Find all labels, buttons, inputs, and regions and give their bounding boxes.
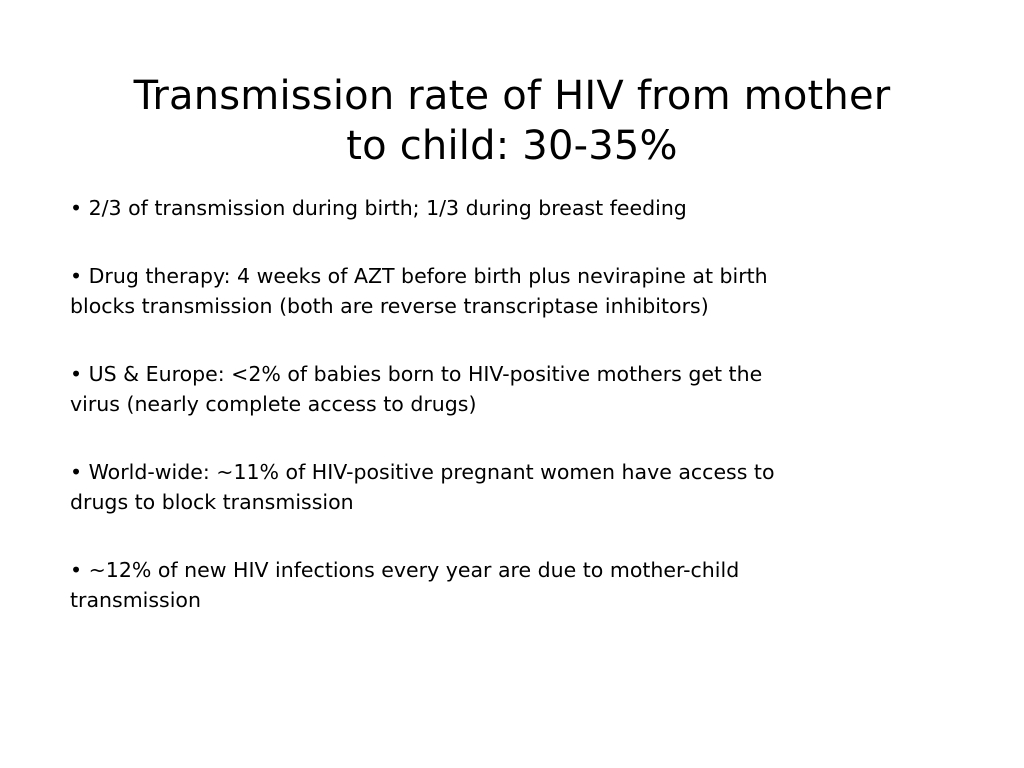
bullet-list (70, 193, 950, 653)
bullet-item-4 (70, 457, 950, 517)
bullet-item-3-line-2: virus (nearly complete access to drugs) (70, 392, 477, 416)
slide-title-line-2: to child: 30-35% (346, 122, 678, 169)
bullet-item-2 (70, 261, 950, 321)
slide-title-line-1: Transmission rate of HIV from mother (133, 72, 891, 119)
bullet-item-5-line-1: • ~12% of new HIV infections every year are due to mother-child (70, 558, 740, 582)
slide-title (60, 71, 964, 171)
bullet-item-1-line-1: • 2/3 of transmission during birth; 1/3 during breast feeding (70, 196, 687, 220)
bullet-item-1 (70, 193, 950, 223)
bullet-item-5 (70, 555, 950, 615)
bullet-item-4-line-2: drugs to block transmission (70, 490, 354, 514)
bullet-item-4-line-1: • World-wide: ~11% of HIV-positive pregnant women have access to (70, 460, 775, 484)
bullet-item-2-line-2: blocks transmission (both are reverse transcriptase inhibitors) (70, 294, 709, 318)
bullet-item-2-line-1: • Drug therapy: 4 weeks of AZT before birth plus nevirapine at birth (70, 264, 768, 288)
bullet-item-5-line-2: transmission (70, 588, 201, 612)
bullet-item-3-line-1: • US & Europe: <2% of babies born to HIV-positive mothers get the (70, 362, 763, 386)
bullet-item-3 (70, 359, 950, 419)
